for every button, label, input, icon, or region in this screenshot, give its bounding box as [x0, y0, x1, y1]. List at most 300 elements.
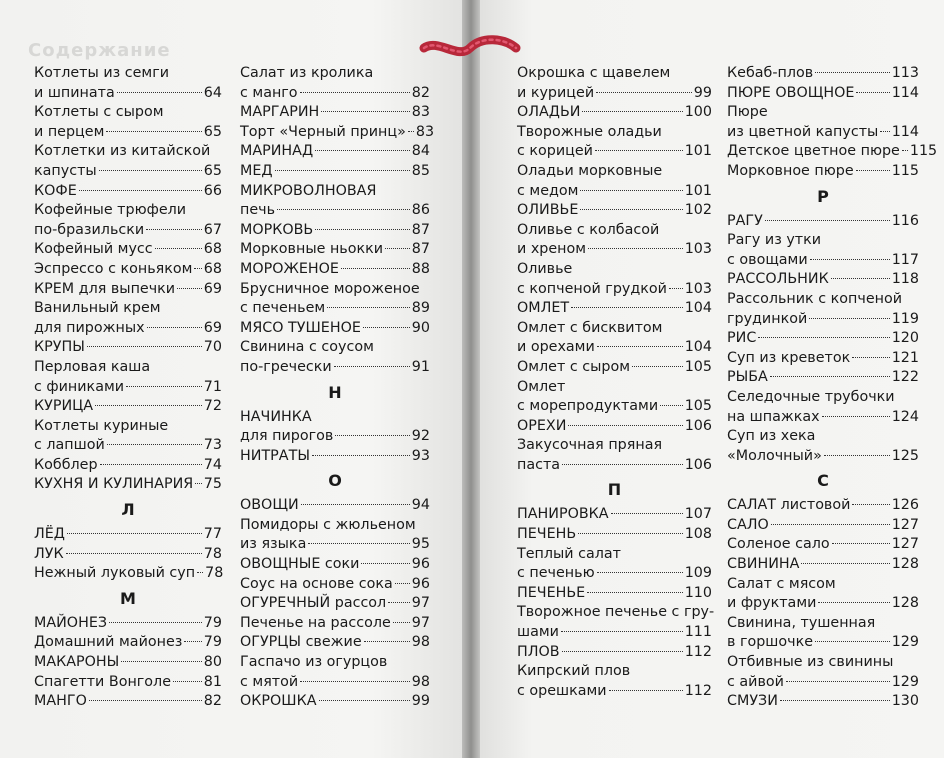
toc-entry[interactable] [34, 182, 222, 202]
toc-entry[interactable] [34, 564, 222, 584]
toc-entry[interactable] [34, 525, 222, 545]
toc-entry[interactable] [240, 338, 430, 377]
entry-last-line [517, 643, 712, 663]
entry-last-line [240, 162, 430, 182]
page-number: 69 [203, 319, 222, 336]
toc-entry[interactable] [34, 653, 222, 673]
toc-entry[interactable] [727, 516, 919, 536]
toc-entry[interactable] [517, 260, 712, 299]
dot-leader [312, 455, 410, 456]
page-number: 81 [203, 673, 222, 690]
dot-leader [315, 229, 410, 230]
entry-title-line: Закусочная пряная [517, 437, 663, 454]
dot-leader [571, 307, 683, 308]
toc-entry[interactable] [34, 240, 222, 260]
toc-entry[interactable] [517, 162, 712, 201]
page-number: 113 [891, 65, 919, 81]
entry-last-line [240, 260, 430, 280]
dot-leader [758, 337, 889, 338]
entry-last-line [517, 584, 712, 604]
dot-leader [327, 307, 410, 308]
dot-leader [810, 259, 890, 260]
entry-last-line [517, 417, 712, 437]
entry-title: и орехами [517, 339, 595, 356]
entry-title: ОВОЩНЫЕ соки [240, 556, 360, 573]
toc-entry[interactable] [517, 505, 712, 525]
toc-entry[interactable] [517, 123, 712, 162]
entry-title: МАРИНАД [240, 143, 314, 160]
dot-leader [801, 563, 889, 564]
entry-last-line [34, 338, 222, 358]
page-number: 97 [411, 614, 430, 631]
toc-entry[interactable] [240, 162, 430, 182]
dot-leader [822, 416, 890, 417]
toc-entry[interactable] [34, 201, 222, 240]
toc-entry[interactable] [727, 427, 919, 466]
entry-last-line [517, 84, 712, 104]
toc-entry[interactable] [517, 299, 712, 319]
section-letter: Р [817, 186, 829, 206]
entry-last-line [34, 84, 222, 104]
entry-title: Морковные ньокки [240, 241, 384, 258]
page-number: 68 [203, 241, 222, 258]
entry-title: с печенью [517, 565, 595, 582]
entry-title-line: Салат с мясом [727, 575, 836, 592]
entry-title: МЯСО ТУШЕНОЕ [240, 319, 361, 336]
entry-last-line [727, 535, 919, 555]
toc-entry[interactable] [34, 260, 222, 280]
entry-last-line [34, 653, 222, 673]
toc-entry[interactable] [34, 338, 222, 358]
page-number: 68 [203, 260, 222, 277]
entry-title: Детское цветное пюре [727, 143, 900, 160]
page-number: 89 [411, 300, 430, 317]
dot-leader [364, 641, 410, 642]
entry-last-line [34, 436, 222, 456]
page-number: 127 [891, 516, 919, 533]
toc-entry[interactable] [240, 319, 430, 339]
entry-title: с орешками [517, 682, 607, 699]
entry-title: с копченой грудкой [517, 280, 667, 297]
toc-column-4 [727, 64, 938, 712]
page-number: 90 [411, 319, 430, 336]
page-number: 93 [411, 447, 430, 464]
entry-title-line: Оладьи морковные [517, 162, 663, 179]
ghost-heading: Содержание [28, 40, 171, 61]
page-number: 129 [891, 673, 919, 690]
toc-entry[interactable] [34, 692, 222, 712]
dot-leader [824, 455, 890, 456]
toc-entry[interactable] [240, 221, 430, 241]
entry-title: ПАНИРОВКА [517, 506, 609, 523]
toc-column-1 [34, 64, 222, 712]
page-number: 114 [891, 123, 919, 140]
entry-last-line [34, 182, 222, 202]
entry-title: Печенье на рассоле [240, 614, 391, 631]
entry-title-line: Брусничное мороженое [240, 280, 420, 297]
toc-entry[interactable] [517, 662, 712, 701]
entry-title-line: Омлет [517, 378, 566, 395]
toc-entry[interactable] [34, 545, 222, 565]
dot-leader [300, 681, 410, 682]
entry-title: паста [517, 456, 561, 473]
section-letter: О [328, 471, 342, 491]
toc-entry[interactable] [517, 417, 712, 437]
entry-last-line [240, 575, 430, 595]
dot-leader [321, 111, 409, 112]
entry-title-line: Котлеты с сыром [34, 104, 164, 121]
entry-last-line [34, 123, 222, 143]
dot-leader [852, 504, 889, 505]
entry-last-line [517, 456, 712, 476]
entry-title: Соус на основе сока [240, 575, 393, 592]
toc-entry[interactable] [240, 103, 430, 123]
dot-leader [79, 190, 202, 191]
toc-entry[interactable] [727, 368, 919, 388]
dot-leader [95, 405, 202, 406]
entry-title: «Молочный» [727, 447, 822, 464]
dot-leader [393, 622, 410, 623]
dot-leader [334, 366, 410, 367]
dot-leader [815, 72, 890, 73]
entry-last-line [727, 212, 919, 232]
page-number: 87 [411, 221, 430, 238]
toc-entry[interactable] [240, 575, 430, 595]
dot-leader [568, 425, 682, 426]
dot-leader [780, 700, 890, 701]
entry-title: печь [240, 202, 276, 219]
dot-leader [315, 150, 410, 151]
dot-leader [361, 563, 409, 564]
dot-leader [880, 131, 889, 132]
toc-entry[interactable] [517, 584, 712, 604]
entry-title-line: Рагу из утки [727, 232, 822, 249]
entry-title: с манго [240, 84, 298, 101]
dot-leader [341, 268, 410, 269]
entry-title: ЛЁД [34, 526, 65, 543]
dot-leader [109, 622, 202, 623]
entry-title-line: Рассольник с копченой [727, 290, 902, 307]
entry-last-line [517, 182, 712, 202]
dot-leader [99, 170, 202, 171]
entry-last-line [517, 103, 712, 123]
toc-entry[interactable] [240, 408, 430, 447]
toc-entry[interactable] [240, 496, 430, 516]
toc-entry[interactable] [727, 575, 919, 614]
page-number: 92 [411, 428, 430, 445]
entry-last-line [727, 123, 919, 143]
dot-leader [197, 572, 203, 573]
entry-last-line [34, 633, 222, 653]
entry-last-line [240, 103, 430, 123]
entry-title: с морепродуктами [517, 398, 659, 415]
entry-title: и перцем [34, 123, 105, 140]
toc-entry[interactable] [240, 555, 430, 575]
entry-last-line [34, 545, 222, 565]
page-number: 85 [411, 162, 430, 179]
entry-title: КУХНЯ И КУЛИНАРИЯ [34, 476, 194, 493]
dot-leader [596, 92, 692, 93]
toc-entry[interactable] [727, 496, 919, 516]
entry-last-line [34, 221, 222, 241]
entry-last-line [517, 564, 712, 584]
toc-entry[interactable] [240, 142, 430, 162]
entry-last-line [240, 447, 430, 467]
toc-entry[interactable] [727, 142, 938, 162]
entry-title-line: Теплый салат [517, 545, 621, 562]
entry-last-line [240, 201, 430, 221]
page-number: 74 [203, 456, 222, 473]
dot-leader [852, 357, 889, 358]
dot-leader [578, 533, 683, 534]
entry-title-line: Свинина с соусом [240, 339, 374, 356]
toc-entry[interactable] [240, 182, 430, 221]
toc-entry[interactable] [240, 240, 430, 260]
toc-entry[interactable] [727, 535, 919, 555]
toc-entry[interactable] [727, 329, 919, 349]
toc-entry[interactable] [517, 378, 712, 417]
page-number: 78 [203, 545, 222, 562]
entry-last-line [517, 505, 712, 525]
toc-entry[interactable] [517, 64, 712, 103]
page-number: 122 [891, 369, 919, 386]
toc-entry[interactable] [517, 201, 712, 221]
toc-entry[interactable] [517, 545, 712, 584]
toc-entry[interactable] [240, 692, 430, 712]
toc-entry[interactable] [34, 456, 222, 476]
toc-entry[interactable] [727, 388, 919, 427]
page-number: 125 [891, 447, 919, 464]
page-number: 82 [203, 693, 222, 710]
entry-last-line [240, 555, 430, 575]
entry-title: Домашний майонез [34, 634, 183, 651]
toc-entry[interactable] [34, 358, 222, 397]
dot-leader [195, 483, 202, 484]
entry-last-line [727, 633, 919, 653]
page-number: 77 [203, 526, 222, 543]
entry-last-line [517, 201, 712, 221]
toc-entry[interactable] [34, 142, 222, 181]
entry-last-line [517, 525, 712, 545]
page-number: 121 [891, 349, 919, 366]
entry-last-line [240, 692, 430, 712]
entry-title: капусты [34, 162, 97, 179]
entry-title: МАНГО [34, 693, 87, 710]
toc-entry[interactable] [34, 103, 222, 142]
toc-entry[interactable] [240, 633, 430, 653]
entry-title: СВИНИНА [727, 556, 800, 573]
dot-leader [815, 641, 890, 642]
toc-entry[interactable] [727, 290, 919, 329]
section-letter: М [120, 588, 136, 608]
dot-leader [87, 346, 202, 347]
entry-title: РАССОЛЬНИК [727, 271, 829, 288]
page-number: 84 [411, 143, 430, 160]
page-number: 98 [411, 673, 430, 690]
toc-entry[interactable] [34, 633, 222, 653]
entry-title: РИС [727, 330, 757, 347]
toc-entry[interactable] [240, 123, 435, 143]
entry-title-line: Гаспачо из огурцов [240, 654, 388, 671]
toc-entry[interactable] [517, 436, 712, 475]
entry-last-line [517, 623, 712, 643]
toc-entry[interactable] [727, 64, 919, 84]
dot-leader [660, 405, 683, 406]
entry-last-line [727, 349, 919, 369]
toc-entry[interactable] [727, 555, 919, 575]
page-number: 114 [891, 84, 919, 101]
toc-entry[interactable] [34, 614, 222, 634]
entry-last-line [517, 299, 712, 319]
toc-entry[interactable] [34, 417, 222, 456]
entry-title: с финиками [34, 378, 125, 395]
entry-last-line [34, 673, 222, 693]
entry-title: Нежный луковый суп [34, 565, 196, 582]
entry-title: с овощами [727, 251, 808, 268]
entry-title: ОЛИВЬЕ [517, 202, 579, 219]
entry-title-line: МИКРОВОЛНОВАЯ [240, 182, 377, 199]
entry-last-line [34, 162, 222, 182]
toc-entry[interactable] [517, 221, 712, 260]
entry-title: Кебаб-плов [727, 65, 814, 81]
toc-entry[interactable] [517, 103, 712, 123]
page-number: 96 [411, 575, 430, 592]
dot-leader [902, 150, 908, 151]
entry-title: и хреном [517, 241, 587, 258]
page-number: 65 [203, 123, 222, 140]
entry-title: РАГУ [727, 212, 763, 229]
page-number: 129 [891, 634, 919, 651]
toc-entry[interactable] [727, 231, 919, 270]
page-number: 116 [891, 212, 919, 229]
toc-entry[interactable] [240, 594, 430, 614]
entry-last-line [727, 516, 919, 536]
dot-leader [786, 681, 890, 682]
toc-entry[interactable] [517, 358, 712, 378]
entry-title-line: Отбивные из свинины [727, 654, 894, 671]
bookmark-cord-icon [418, 34, 522, 64]
dot-leader [106, 131, 201, 132]
entry-title: с лапшой [34, 437, 105, 454]
page-number: 100 [684, 104, 712, 121]
toc-entry[interactable] [727, 84, 919, 104]
toc-entry[interactable] [727, 692, 919, 712]
page-number: 94 [411, 497, 430, 514]
toc-entry[interactable] [240, 614, 430, 634]
entry-title: Торт «Черный принц» [240, 123, 406, 140]
entry-title: РЫБА [727, 369, 768, 386]
toc-entry[interactable] [34, 475, 222, 495]
toc-entry[interactable] [727, 162, 919, 182]
entry-last-line [727, 408, 919, 428]
page-number: 97 [411, 595, 430, 612]
page-number: 119 [891, 310, 919, 327]
entry-title: МАЙОНЕЗ [34, 614, 108, 631]
toc-entry[interactable] [517, 319, 712, 358]
toc-entry[interactable] [517, 643, 712, 663]
dot-leader [831, 278, 890, 279]
toc-entry[interactable] [727, 653, 919, 692]
entry-last-line [240, 123, 435, 143]
section-letter: С [817, 471, 829, 491]
toc-entry[interactable] [727, 270, 919, 290]
toc-entry[interactable] [240, 64, 430, 103]
entry-title-line: Творожные оладьи [517, 123, 662, 140]
page-number: 73 [203, 437, 222, 454]
dot-leader [588, 248, 683, 249]
entry-title-line: Кипрский плов [517, 663, 631, 680]
toc-entry[interactable] [727, 614, 919, 653]
entry-title-line: Свинина, тушенная [727, 614, 876, 631]
toc-entry[interactable] [240, 280, 430, 319]
page-number: 88 [411, 260, 430, 277]
toc-entry[interactable] [240, 653, 430, 692]
entry-title: на шпажках [727, 408, 820, 425]
toc-entry[interactable] [727, 103, 919, 142]
toc-entry[interactable] [727, 212, 919, 232]
entry-last-line [34, 378, 222, 398]
toc-entry[interactable] [34, 299, 222, 338]
page-number: 70 [203, 339, 222, 356]
toc-entry[interactable] [727, 349, 919, 369]
entry-last-line [727, 64, 919, 84]
entry-last-line [34, 260, 222, 280]
entry-title: МОРОЖЕНОЕ [240, 260, 339, 277]
entry-title-line: Пюре [727, 104, 768, 121]
entry-title: КРЕМ для выпечки [34, 280, 176, 297]
page-number: 130 [891, 693, 919, 710]
entry-title: с корицей [517, 143, 593, 160]
entry-title-line: Омлет с бисквитом [517, 319, 663, 336]
entry-last-line [517, 358, 712, 378]
entry-title: ОЛАДЬИ [517, 104, 581, 121]
page-number: 115 [909, 143, 938, 160]
toc-entry[interactable] [240, 516, 430, 555]
entry-last-line [727, 692, 919, 712]
entry-last-line [34, 397, 222, 417]
page-number: 101 [684, 143, 712, 160]
toc-entry[interactable] [34, 280, 222, 300]
page-number: 95 [411, 536, 430, 553]
entry-last-line [240, 240, 430, 260]
entry-title: МЕД [240, 162, 273, 179]
entry-last-line [240, 535, 430, 555]
dot-leader [632, 366, 683, 367]
toc-entry[interactable] [240, 260, 430, 280]
page-number: 126 [891, 497, 919, 514]
dot-leader [818, 602, 889, 603]
toc-entry[interactable] [240, 447, 430, 467]
page-number: 75 [203, 476, 222, 493]
toc-entry[interactable] [34, 397, 222, 417]
entry-title: и шпината [34, 84, 115, 101]
toc-entry[interactable] [34, 64, 222, 103]
page-number: 83 [415, 123, 435, 140]
entry-title: ОВОЩИ [240, 497, 299, 514]
toc-entry[interactable] [517, 603, 715, 642]
entry-title: ЛУК [34, 545, 64, 562]
dot-leader [809, 318, 889, 319]
page-number: 102 [684, 202, 712, 219]
toc-entry[interactable] [517, 525, 712, 545]
entry-last-line [727, 329, 919, 349]
entry-last-line [34, 456, 222, 476]
dot-leader [582, 111, 682, 112]
dot-leader [126, 386, 202, 387]
dot-leader [173, 681, 202, 682]
dot-leader [580, 190, 682, 191]
toc-entry[interactable] [34, 673, 222, 693]
